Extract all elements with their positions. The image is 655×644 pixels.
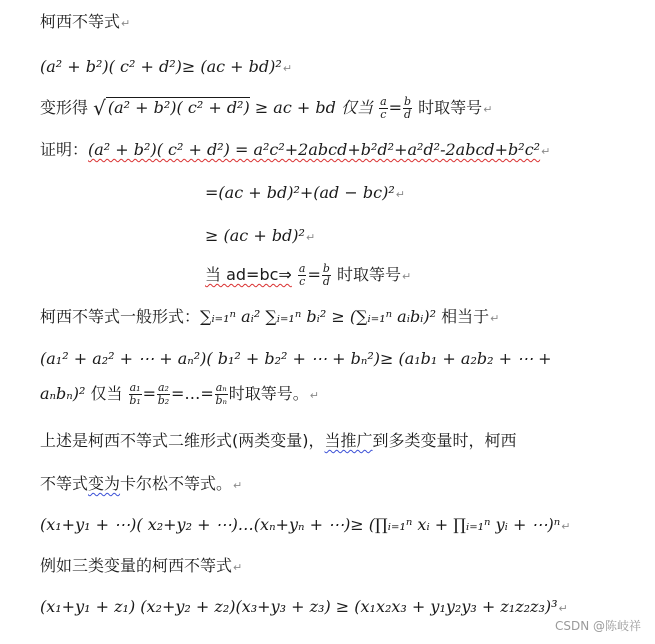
fraction-a1-b1: $\frac{\text{a₁}}{\text{b₁}}$ <box>129 381 141 407</box>
paragraph-mark-icon: ↵ <box>233 561 243 574</box>
fraction-a-c: $\frac{a}{c}$ <box>380 95 387 121</box>
example-heading: 例如三类变量的柯西不等式↵ <box>40 556 243 575</box>
paragraph-mark-icon: ↵ <box>561 520 571 533</box>
three-variable-inequality: (x₁+y₁ + z₁) (x₂+y₂ + z₂)(x₃+y₃ + z₃) ≥ (x₁x₂x₃ + y₁y₂y₃ + z₁z₂z₃)³↵ <box>40 597 568 616</box>
paragraph-mark-icon: ↵ <box>490 312 500 325</box>
fraction-an-bn: $\frac{\text{aₙ}}{\text{bₙ}}$ <box>215 381 228 407</box>
paragraph-mark-icon: ↵ <box>121 17 131 30</box>
paragraph-mark-icon: ↵ <box>305 231 316 244</box>
carlson-inequality: (x₁+y₁ + ⋯)( x₂+y₂ + ⋯)…(xₙ+yₙ + ⋯)≥ (∏ᵢ₌₁ⁿ xᵢ + ∏ᵢ₌₁ⁿ yᵢ + ⋯)ⁿ↵ <box>40 515 571 534</box>
inequality-variant: 变形得 √ (a² + b²)( c² + d²) ≥ ac + bd 仅当 $\frac{a}{c}$ = $\frac{b}{d}$ 时取等号↵ <box>40 95 493 121</box>
paragraph-mark-icon: ↵ <box>233 479 243 492</box>
general-equality: aₙbₙ)² 仅当 $\frac{\text{a₁}}{\text{b₁}}$ = $\frac{\text{a₂}}{\text{b₂}}$ =…= $\frac{\text{aₙ}}{\text{bₙ}}$ 时取等号。↵ <box>40 381 320 407</box>
proof-line: 证明：(a² + b²)( c² + d²) = a²c²+2abcd+b²d²+a²d²-2abcd+b²c²↵ <box>40 140 551 159</box>
general-expanded: (a₁² + a₂² + ⋯ + aₙ²)( b₁² + b₂² + ⋯ + bₙ²)≥ (a₁b₁ + a₂b₂ + ⋯ + <box>40 349 552 368</box>
paragraph-mark-icon: ↵ <box>483 103 493 116</box>
paragraph-carlson: 不等式变为卡尔松不等式。↵ <box>40 474 243 493</box>
paragraph-mark-icon: ↵ <box>282 62 293 75</box>
doc-title: 柯西不等式↵ <box>40 12 131 31</box>
fraction-a2-b2: $\frac{\text{a₂}}{\text{b₂}}$ <box>157 381 170 407</box>
paragraph-mark-icon: ↵ <box>541 145 551 158</box>
watermark: CSDN @陈岐祥 <box>554 619 641 633</box>
proof-step-1: =(ac + bd)²+(ad − bc)²↵ <box>205 183 405 202</box>
paragraph-mark-icon: ↵ <box>558 602 568 615</box>
fraction-b-d: $\frac{b}{d}$ <box>404 95 412 121</box>
fraction-b-d: $\frac{b}{d}$ <box>322 262 330 288</box>
paragraph-extension: 上述是柯西不等式二维形式(两类变量)，当推广到多类变量时，柯西 <box>40 431 517 450</box>
inequality-basic: (a² + b²)( c² + d²)≥ (ac + bd)²↵ <box>40 57 293 76</box>
paragraph-mark-icon: ↵ <box>402 270 412 283</box>
sqrt-icon: √ <box>93 96 106 120</box>
general-form: 柯西不等式一般形式：∑ᵢ₌₁ⁿ aᵢ² ∑ᵢ₌₁ⁿ bᵢ² ≥ (∑ᵢ₌₁ⁿ aᵢbᵢ)² 相当于↵ <box>40 307 500 326</box>
fraction-a-c: $\frac{a}{c}$ <box>298 262 306 288</box>
paragraph-mark-icon: ↵ <box>395 188 405 201</box>
proof-step-2: ≥ (ac + bd)²↵ <box>205 226 316 245</box>
equality-condition: 当 ad=bc⇒ $\frac{a}{c}$ = $\frac{b}{d}$ 时取等号↵ <box>205 262 412 288</box>
paragraph-mark-icon: ↵ <box>309 389 320 402</box>
